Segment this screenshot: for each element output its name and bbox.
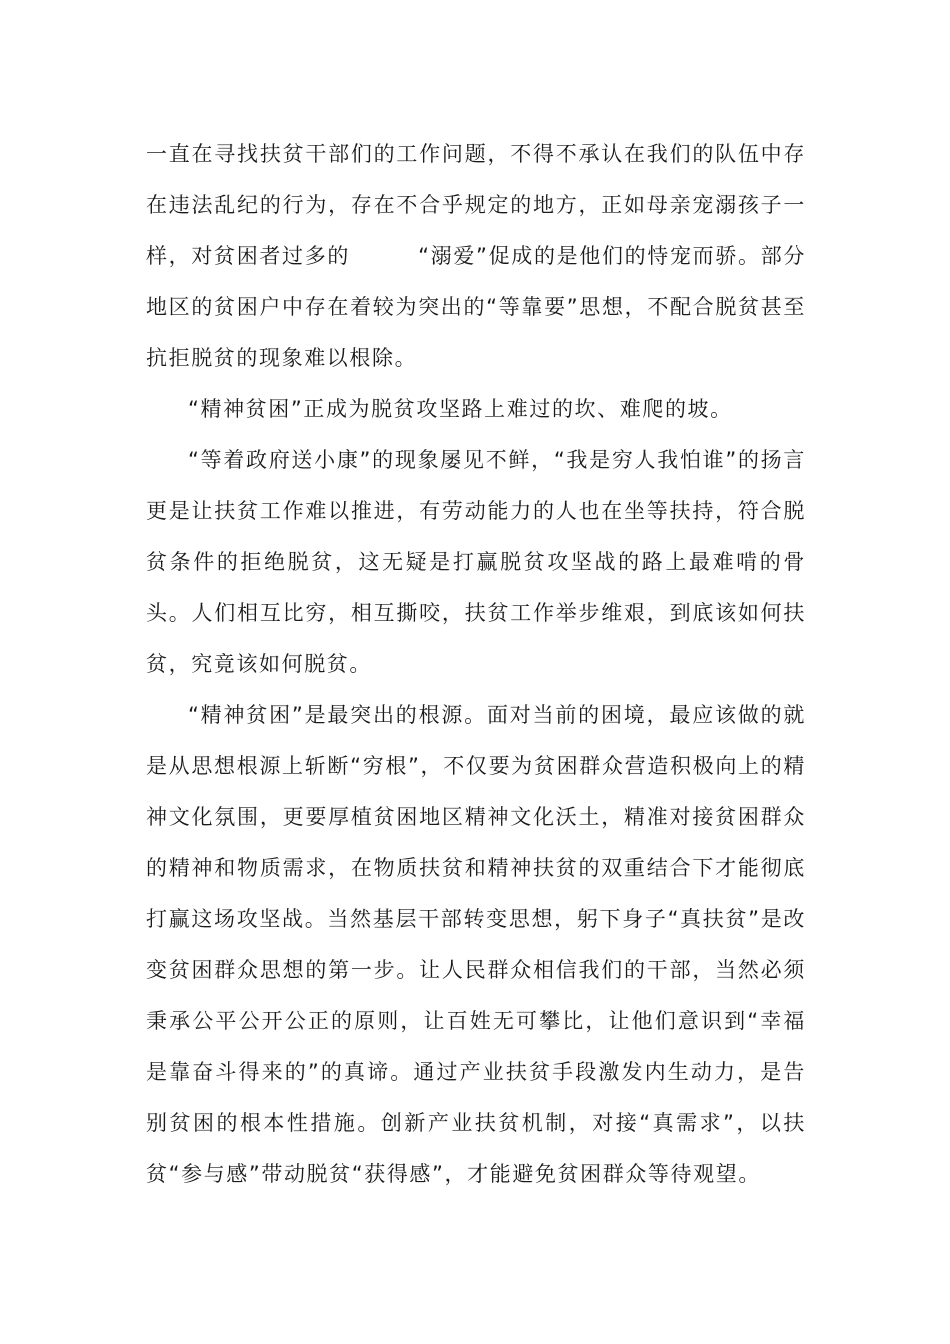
body-text xyxy=(146,129,806,1200)
paragraph-1: 一直在寻找扶贫干部们的工作问题，不得不承认在我们的队伍中存在违法乱纪的行为，存在不合乎规定的地方，正如母亲宠溺孩子一样，对贫困者过多的 “溺爱”促成的是他们的恃宠而骄。部分地区的贫困户中存在着较为突出的“等靠要”思想，不配合脱贫甚至抗拒脱贫的现象难以根除。 xyxy=(146,142,806,370)
paragraph-2: “精神贫困”正成为脱贫攻坚路上难过的坎、难爬的坡。 xyxy=(188,397,733,421)
paragraph-4: “精神贫困”是最突出的根源。面对当前的困境，最应该做的就是从思想根源上斩断“穷根”，不仅要为贫困群众营造积极向上的精神文化氛围，更要厚植贫困地区精神文化沃土，精准对接贫困群众的精神和物质需求，在物质扶贫和精神扶贫的双重结合下才能彻底打赢这场攻坚战。当然基层干部转变思想，躬下身子“真扶贫”是改变贫困群众思想的第一步。让人民群众相信我们的干部，当然必须秉承公平公开公正的原则，让百姓无可攀比，让他们意识到“幸福是靠奋斗得来的”的真谛。通过产业扶贫手段激发内生动力，是告别贫困的根本性措施。创新产业扶贫机制，对接“真需求”，以扶贫“参与感”带动脱贫“获得感”，才能避免贫困群众等待观望。 xyxy=(146,703,806,1186)
paragraph-3: “等着政府送小康”的现象屡见不鲜，“我是穷人我怕谁”的扬言更是让扶贫工作难以推进，有劳动能力的人也在坐等扶持，符合脱贫条件的拒绝脱贫，这无疑是打赢脱贫攻坚战的路上最难啃的骨头。人们相互比穷，相互撕咬，扶贫工作举步维艰，到底该如何扶贫，究竟该如何脱贫。 xyxy=(146,448,806,676)
